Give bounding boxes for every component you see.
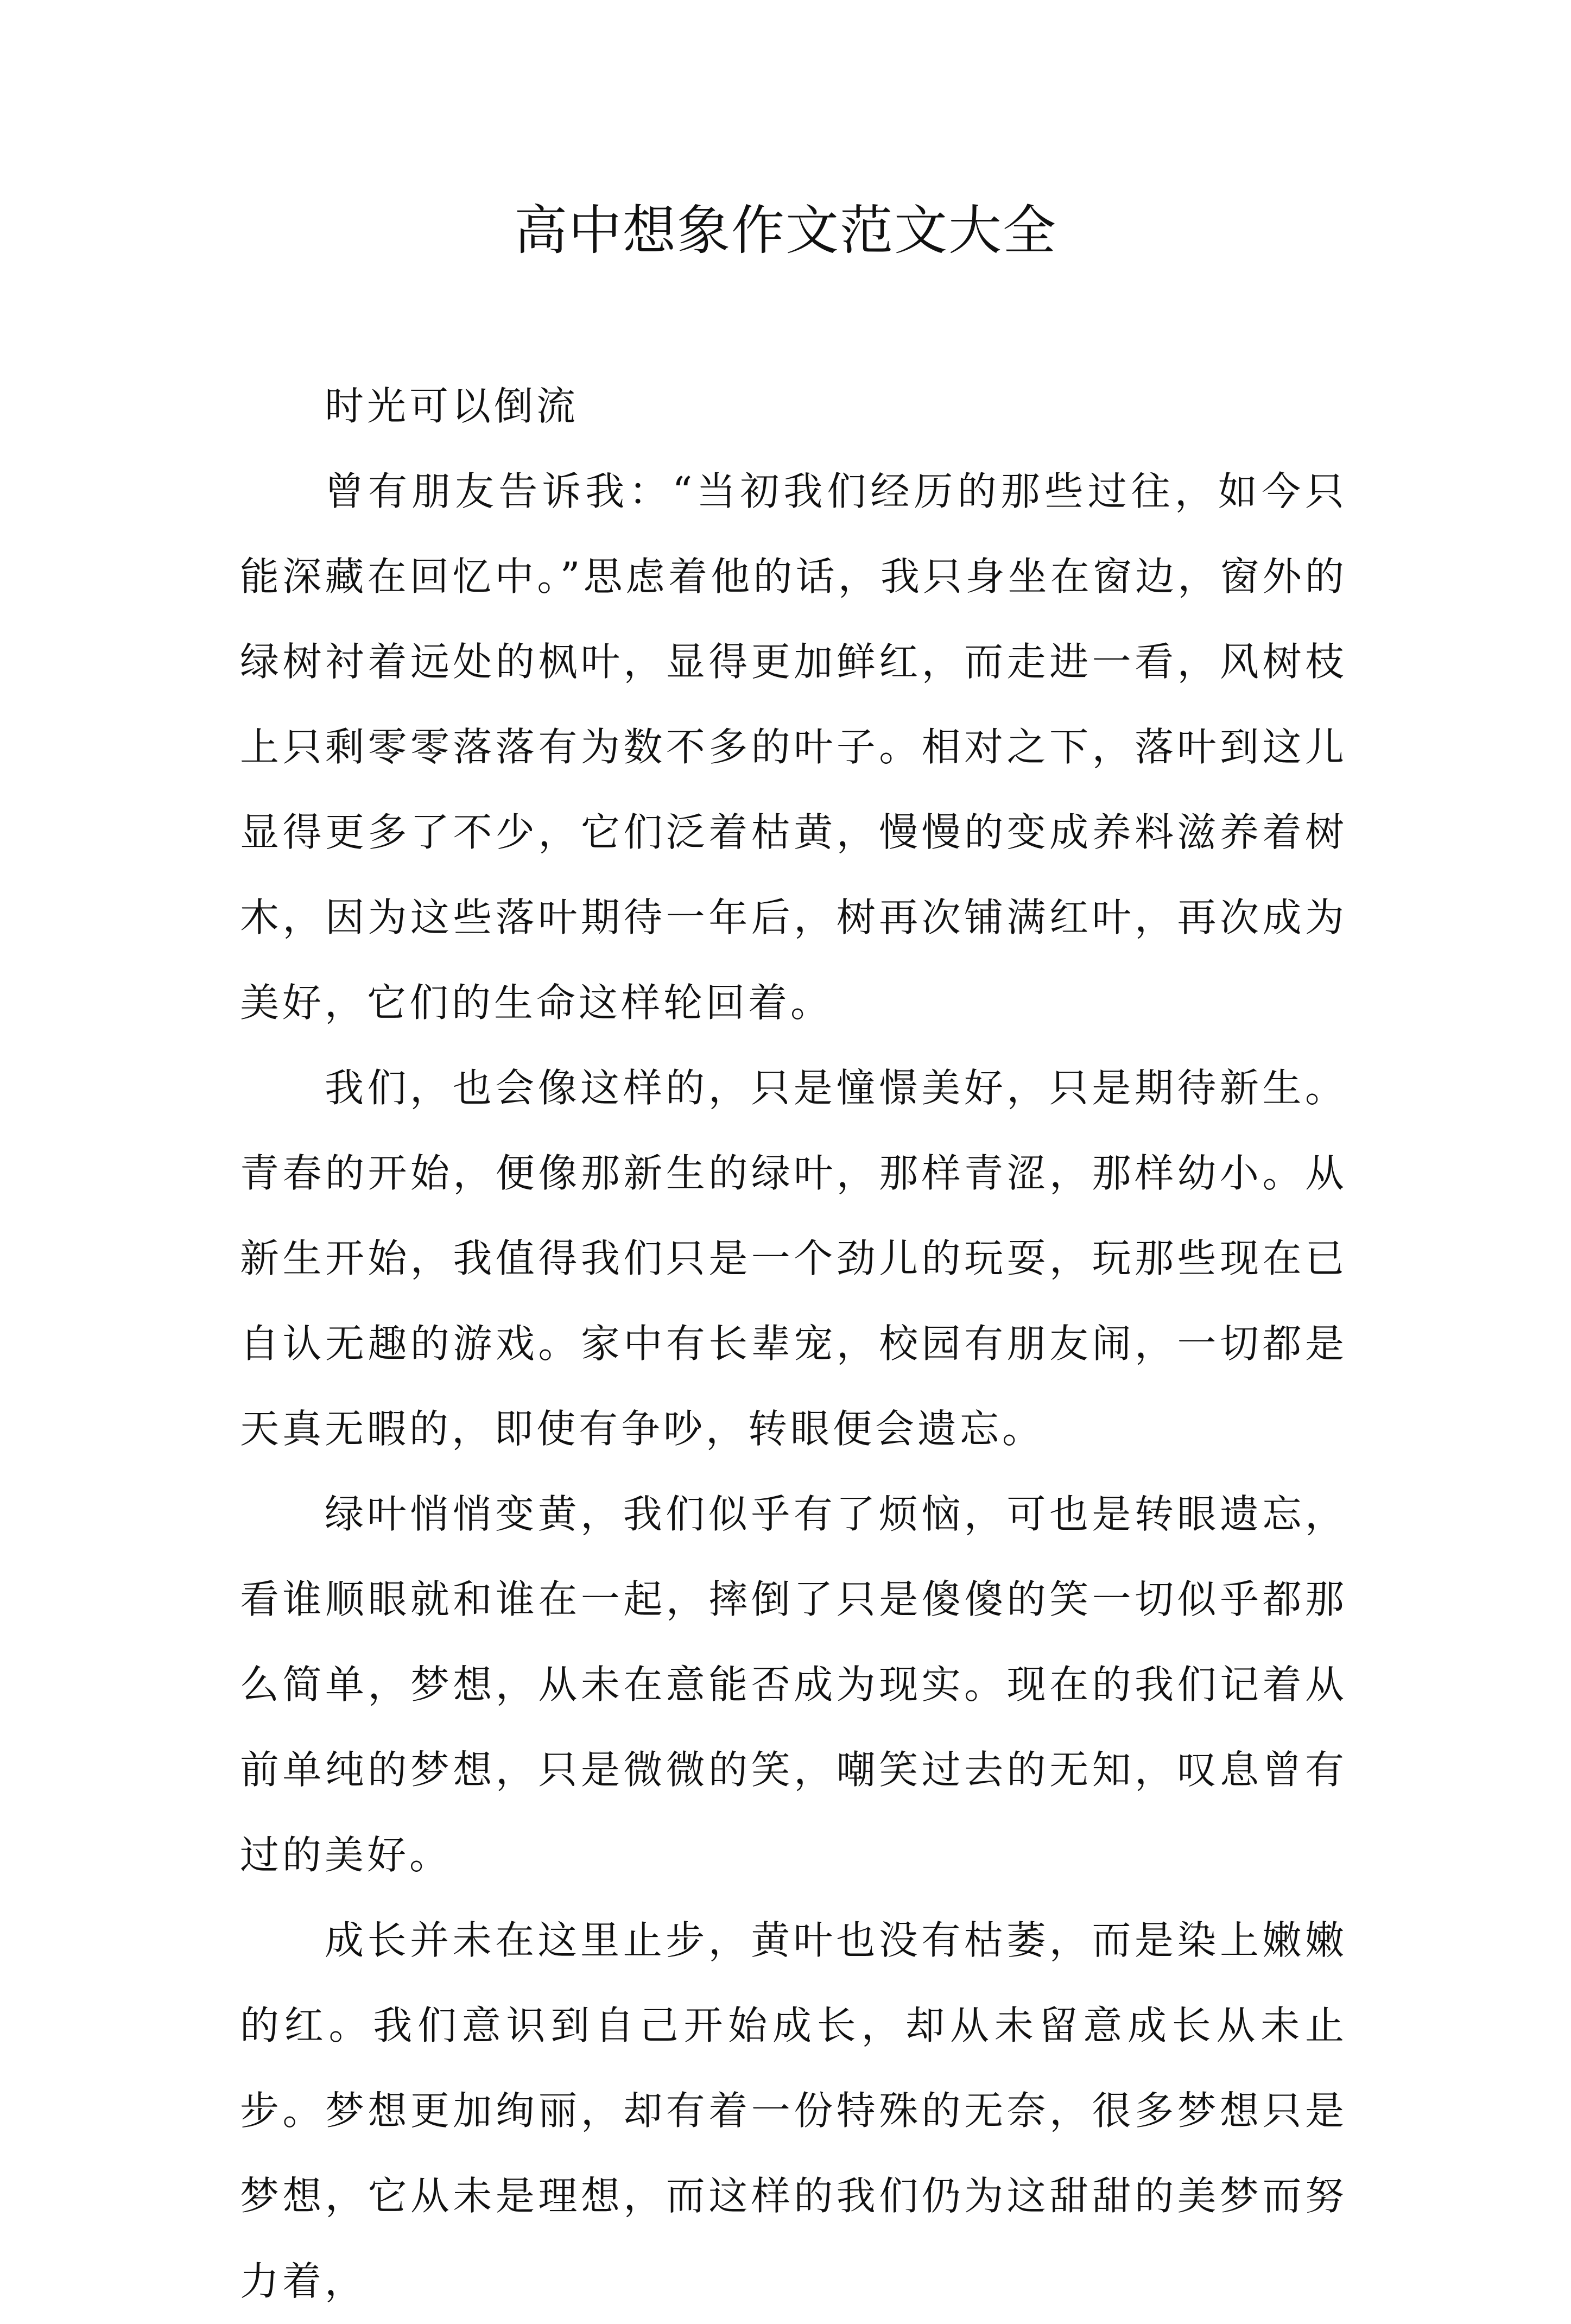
paragraph-1: 曾有朋友告诉我：“当初我们经历的那些过往，如今只能深藏在回忆中。”思虑着他的话，我只身坐在窗边，窗外的绿树衬着远处的枫叶，显得更加鲜红，而走进一看，风树枝上只剩零零落落有为数不多的叶子。相对之下，落叶到这儿显得更多了不少，它们泛着枯黄，慢慢的变成养料滋养着树木，因为这些落叶期待一年后，树再次铺满红叶，再次成为美好，它们的生命这样轮回着。 (240, 468, 1347, 1025)
paragraph-4: 成长并未在这里止步，黄叶也没有枯萎，而是染上嫩嫩的红。我们意识到自己开始成长，却从未留意成长从未止步。梦想更加绚丽，却有着一份特殊的无奈，很多梦想只是梦想，它从未是理想，而这样的我们仍为这甜甜的美梦而努力着， (240, 1917, 1347, 2304)
essay-title: 时光可以倒流 (325, 383, 579, 429)
paragraph-2: 我们，也会像这样的，只是憧憬美好，只是期待新生。青春的开始，便像那新生的绿叶，那样青涩，那样幼小。从新生开始，我值得我们只是一个劲儿的玩耍，玩那些现在已自认无趣的游戏。家中有长辈宠，校园有朋友闹，一切都是天真无暇的，即使有争吵，转眼便会遗忘。 (240, 1065, 1347, 1452)
document-title: 高中想象作文范文大全 (514, 200, 1057, 262)
paragraph-3: 绿叶悄悄变黄，我们似乎有了烦恼，可也是转眼遗忘，看谁顺眼就和谁在一起，摔倒了只是傻傻的笑一切似乎都那么简单，梦想，从未在意能否成为现实。现在的我们记着从前单纯的梦想，只是微微的笑，嘲笑过去的无知，叹息曾有过的美好。 (240, 1491, 1347, 1878)
document-body (240, 364, 1347, 2324)
